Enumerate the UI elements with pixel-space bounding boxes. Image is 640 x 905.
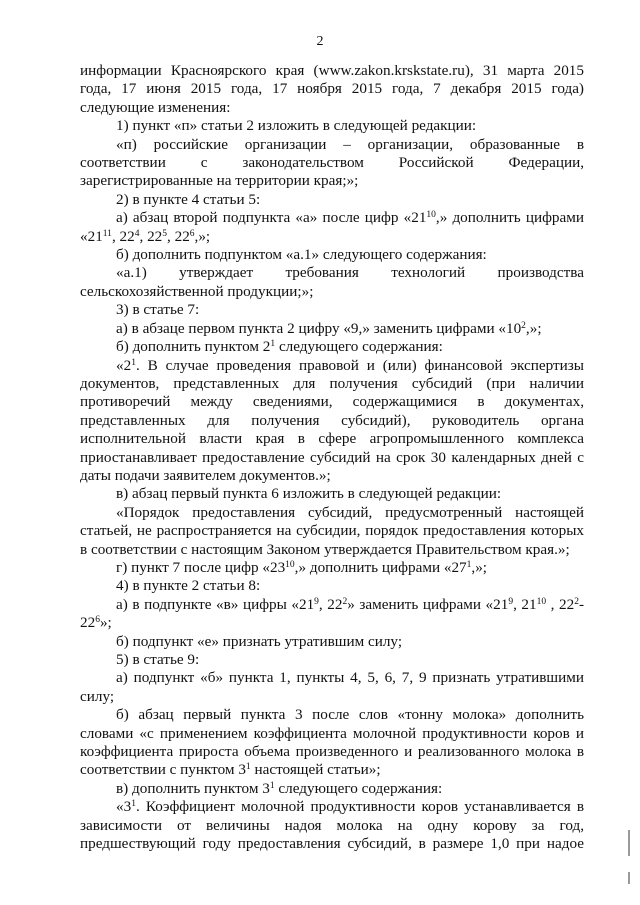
paragraph-text: «Порядок предоставления субсидий, предусмотренный настоящей статьей, не распространяется на субсидии, порядок предоставления которых в соответствии с настоящим Законом утверждается Правительством края.»; bbox=[80, 503, 584, 558]
paragraph bbox=[80, 264, 584, 301]
scan-margin-mark bbox=[628, 872, 630, 884]
superscript-index: 2 bbox=[342, 596, 348, 607]
paragraph-text: настоящей статьи»; bbox=[250, 761, 381, 779]
paragraph-text: а) подпункт «б» пункта 1, пункты 4, 5, 6, 7, 9 признать утратившими силу; bbox=[80, 669, 584, 705]
superscript-index: 6 bbox=[95, 615, 100, 626]
paragraph-text: . Коэффициент молочной продуктивности коров устанавливается в зависимости от величины надоя молока на одну корову за год, предшествующий году предоставления субсидий, в размере 1,0 при надое bbox=[80, 798, 584, 853]
paragraph-text: , 22 bbox=[167, 227, 190, 245]
paragraph-text: »; bbox=[99, 614, 112, 632]
paragraph-text: б) абзац первый пункта 3 после слов «тонну молока» дополнить словами «с применением коэффициента молочной продуктивности коров и коэффициента прироста объема произведенного и реализованного молока в соответствии с пунктом 3 bbox=[80, 706, 584, 779]
paragraph bbox=[80, 706, 584, 780]
paragraph-text: «2 bbox=[116, 356, 132, 374]
paragraph-text: ,»; bbox=[525, 319, 542, 337]
paragraph bbox=[80, 117, 584, 135]
paragraph bbox=[80, 504, 584, 559]
paragraph-text: , 22 bbox=[318, 595, 343, 613]
superscript-index: 10 bbox=[426, 210, 436, 221]
paragraph-text: , 22 bbox=[111, 227, 135, 245]
paragraph-text: 3) в статье 7: bbox=[116, 301, 200, 319]
paragraph-text: б) дополнить подпунктом «а.1» следующего содержания: bbox=[116, 246, 487, 264]
superscript-index: 9 bbox=[508, 596, 514, 607]
paragraph-text: » заменить цифрами «21 bbox=[347, 595, 509, 613]
superscript-index: 1 bbox=[269, 780, 275, 791]
superscript-index: 9 bbox=[314, 596, 319, 607]
paragraph-text: -22 bbox=[80, 595, 585, 632]
paragraph-text: а) абзац второй подпункта «а» после цифр «21 bbox=[116, 209, 427, 227]
paragraph-text: «а.1) утверждает требования технологий производства сельскохозяйственной продукции;»; bbox=[80, 264, 584, 300]
paragraph-text: а) в абзаце первом пункта 2 цифру «9,» заменить цифрами «10 bbox=[116, 319, 522, 337]
paragraph bbox=[80, 485, 584, 503]
paragraph-text: 2) в пункте 4 статьи 5: bbox=[116, 190, 261, 208]
superscript-index: 1 bbox=[466, 559, 472, 570]
paragraph-text: , 21 bbox=[513, 595, 537, 613]
paragraph bbox=[80, 780, 584, 798]
paragraph-text: «п) российские организации – организации, образованные в соответствии с законодательством Российской Федерации, зарегистрированные на территории края;»; bbox=[80, 135, 584, 190]
paragraph bbox=[80, 651, 584, 669]
paragraph-text: б) подпункт «е» признать утратившим силу; bbox=[116, 632, 403, 650]
paragraph-text: ,»; bbox=[471, 558, 488, 576]
paragraph-text: следующего содержания: bbox=[274, 779, 443, 797]
paragraph-text: следующего содержания: bbox=[275, 338, 443, 356]
scan-margin-mark bbox=[628, 830, 630, 856]
paragraph-text: . В случае проведения правовой и (или) финансовой экспертизы документов, представленных для получения субсидий (при наличии противоречий между сведениями, содержащимися в документах, представленных для получения субсидий), руководитель органа исполнительной власти края в сфере агропромышленного комплекса приостанавливает предоставление субсидий на срок 30 календарных дней с даты подачи заявителем документов.»; bbox=[80, 356, 584, 484]
paragraph bbox=[80, 577, 584, 595]
superscript-index: 1 bbox=[131, 799, 136, 810]
paragraph-text: б) дополнить пунктом 2 bbox=[116, 338, 271, 356]
page-number: 2 bbox=[316, 34, 324, 49]
paragraph bbox=[80, 136, 584, 191]
paragraph bbox=[80, 62, 584, 117]
superscript-index: 6 bbox=[189, 228, 195, 239]
superscript-index: 10 bbox=[285, 559, 295, 570]
superscript-index: 2 bbox=[521, 320, 526, 331]
paragraph-text: а) в подпункте «в» цифры «21 bbox=[116, 595, 315, 613]
superscript-index: 4 bbox=[134, 228, 140, 239]
superscript-index: 5 bbox=[162, 228, 167, 239]
paragraph bbox=[80, 596, 584, 633]
superscript-index: 10 bbox=[536, 596, 547, 607]
paragraph bbox=[80, 191, 584, 209]
superscript-index: 11 bbox=[102, 228, 112, 239]
paragraph bbox=[80, 633, 584, 651]
superscript-index: 2 bbox=[574, 596, 579, 607]
paragraph bbox=[80, 246, 584, 264]
paragraph-text: ,»; bbox=[194, 227, 211, 245]
paragraph-text: 1) пункт «п» статьи 2 изложить в следующей редакции: bbox=[116, 117, 477, 135]
paragraph bbox=[80, 301, 584, 319]
paragraph-text: 5) в статье 9: bbox=[116, 651, 200, 668]
paragraph-text: ,» дополнить цифрами «21 bbox=[80, 209, 584, 245]
document-body bbox=[80, 62, 584, 853]
paragraph-text: , 22 bbox=[546, 595, 575, 613]
paragraph-text: в) абзац первый пункта 6 изложить в следующей редакции: bbox=[116, 485, 502, 503]
paragraph bbox=[80, 320, 584, 338]
paragraph-text: , 22 bbox=[139, 227, 163, 245]
paragraph bbox=[80, 798, 584, 853]
paragraph bbox=[80, 357, 584, 486]
superscript-index: 1 bbox=[245, 762, 251, 773]
paragraph-text: «3 bbox=[116, 798, 132, 816]
superscript-index: 1 bbox=[131, 357, 136, 368]
paragraph bbox=[80, 209, 584, 246]
superscript-index: 1 bbox=[270, 339, 276, 350]
paragraph bbox=[80, 559, 584, 577]
paragraph-text: ,» дополнить цифрами «27 bbox=[294, 558, 467, 576]
paragraph-text: информации Красноярского края (www.zakon.krskstate.ru), 31 марта 2015 года, 17 июня 2015 года, 17 ноября 2015 года, 7 декабря 2015 года) следующие изменения: bbox=[80, 62, 584, 116]
paragraph bbox=[80, 338, 584, 356]
paragraph-text: 4) в пункте 2 статьи 8: bbox=[116, 577, 261, 595]
paragraph-text: в) дополнить пунктом 3 bbox=[116, 779, 270, 797]
paragraph bbox=[80, 669, 584, 706]
paragraph-text: г) пункт 7 после цифр «23 bbox=[116, 558, 286, 576]
